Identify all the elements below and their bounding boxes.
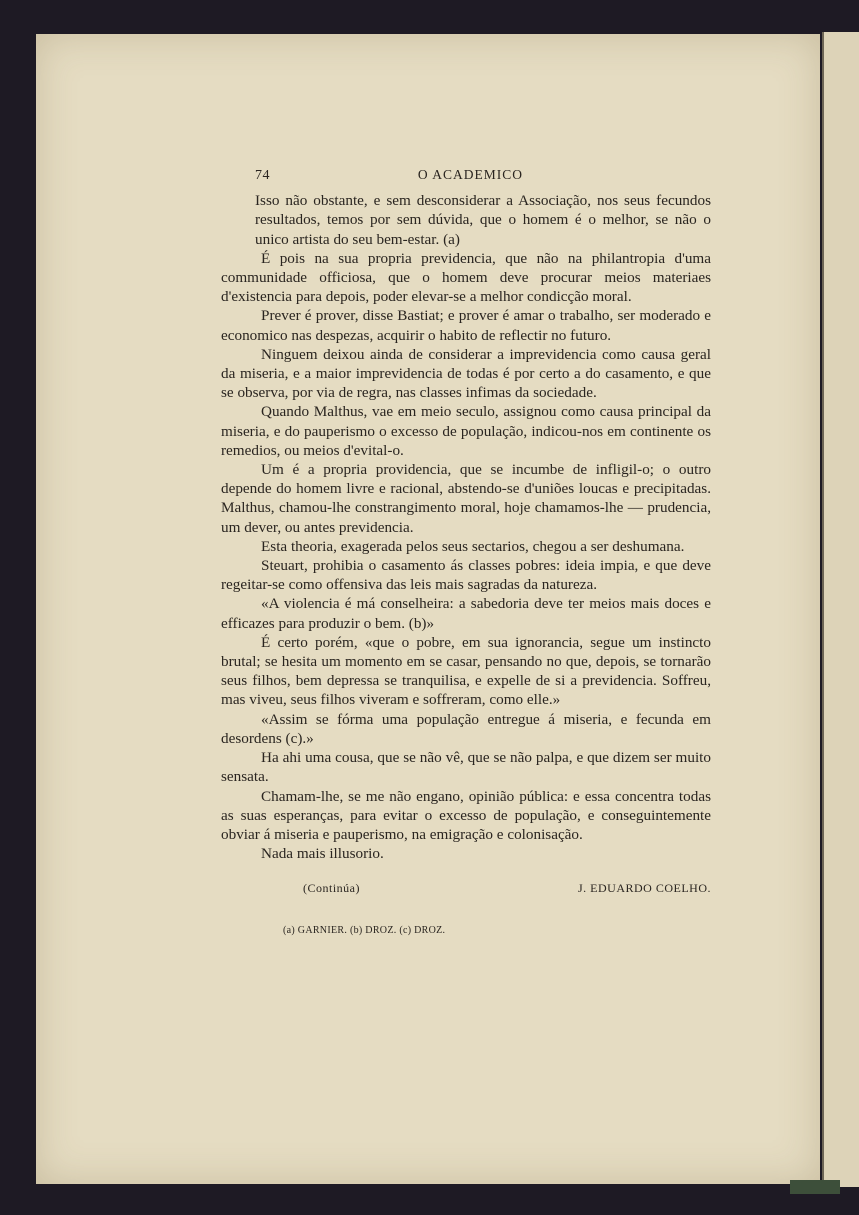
signature-line <box>221 879 711 898</box>
paragraph: Steuart, prohibia o casamento ás classes pobres: ideia impia, e que deve regeitar-se como offensiva das leis mais sagradas da natureza. <box>221 557 711 594</box>
paragraph: Isso não obstante, e sem desconsiderar a Associação, nos seus fecundos resultados, temos por sem dúvida, que o homem é o melhor, se não o unico artista do seu bem-estar. (a) <box>255 192 711 248</box>
continuation-note: (Continúa) <box>303 881 360 896</box>
author-name: J. EDUARDO COELHO. <box>578 881 711 896</box>
adjacent-page-edge <box>822 32 859 1187</box>
journal-title: O ACADEMICO <box>417 167 524 182</box>
paragraph: É pois na sua propria previdencia, que não na philantropia d'uma communidade officiosa, que o homem deve procurar meios materiaes d'existencia para depois, poder elevar-se a melhor condicção moral. <box>221 249 711 306</box>
page-text-block <box>221 165 711 940</box>
paragraph: Chamam-lhe, se me não engano, opinião pública: e essa concentra todas as suas esperanças, para evitar o excesso de população, e conseguintemente obviar á miseria e pauperismo, na emigração e colonisação. <box>221 787 711 843</box>
paragraph: «Assim se fórma uma população entregue á miseria, e fecunda em desordens (c).» <box>221 710 711 747</box>
binding-stain <box>790 1180 840 1194</box>
paragraph: «A violencia é má conselheira: a sabedoria deve ter meios mais doces e efficazes para produzir o bem. (b)» <box>221 595 711 632</box>
footnotes: (a) GARNIER. (b) DROZ. (c) DROZ. <box>283 924 446 936</box>
paragraph: Nada mais illusorio. <box>261 845 384 863</box>
paragraph: É certo porém, «que o pobre, em sua ignorancia, segue um instincto brutal; se hesita um momento em se casar, pensando no que, depois, se tornarão seus filhos, bem depressa se tranquilisa, e expelle de si a previdencia. Soffreu, mas viveu, seus filhos viveram e soffreram, como elle.» <box>221 633 711 709</box>
paragraph: Quando Malthus, vae em meio seculo, assignou como causa principal da miseria, e do pauperismo o excesso de população, indicou-nos em continente os remedios, ou meios d'evital-o. <box>221 403 711 459</box>
page-number: 74 <box>255 168 270 183</box>
paragraph: Prever é prover, disse Bastiat; e prover é amar o trabalho, ser moderado e economico nas despezas, acquirir o habito de reflectir no futuro. <box>221 307 711 344</box>
paragraph: Ha ahi uma cousa, que se não vê, que se não palpa, e que dizem ser muito sensata. <box>221 749 711 786</box>
running-header <box>255 165 711 185</box>
paragraph: Ninguem deixou ainda de considerar a imprevidencia como causa geral da miseria, e a maior imprevidencia de todas é por certo a do casamento, e que se observa, por via de regra, nas classes infimas da sociedade. <box>221 345 711 402</box>
paragraph: Um é a propria providencia, que se incumbe de infligil-o; o outro depende do homem livre e racional, abstendo-se d'uniões loucas e precipitadas. Malthus, chamou-lhe constrangimento moral, hoje chamamos-lhe — prudencia, um dever, ou antes previdencia. <box>221 461 711 536</box>
paragraph: Esta theoria, exagerada pelos seus sectarios, chegou a ser deshumana. <box>261 537 685 555</box>
